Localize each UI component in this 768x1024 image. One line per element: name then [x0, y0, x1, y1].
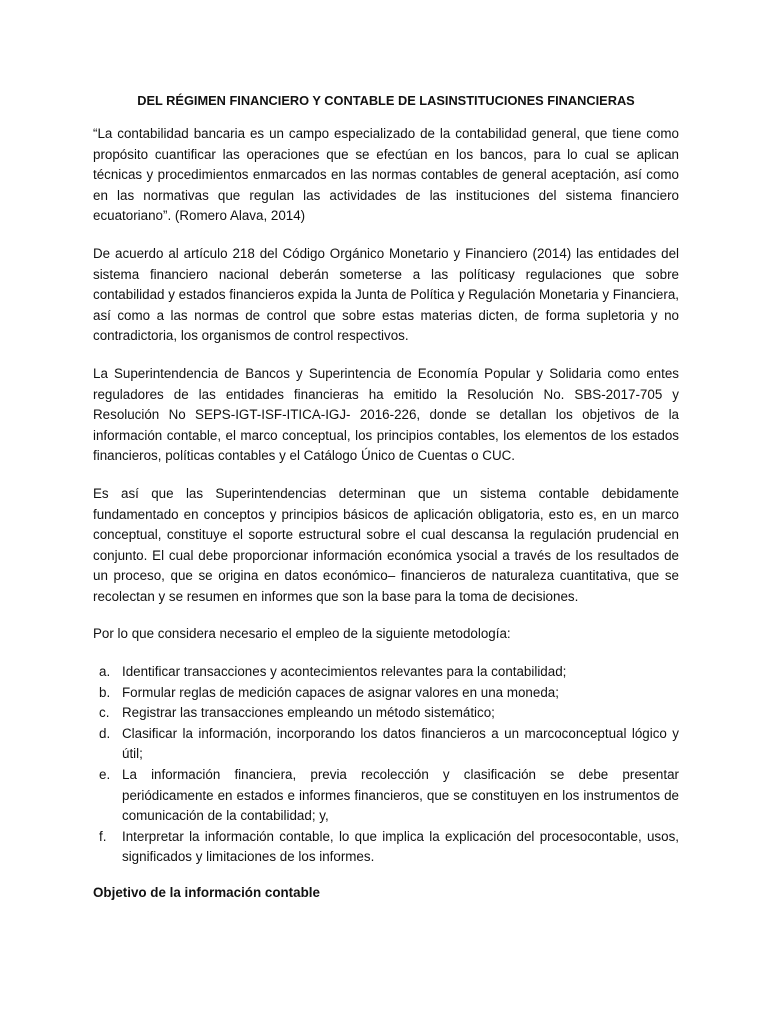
- list-marker: b.: [99, 684, 111, 700]
- list-marker: d.: [99, 725, 111, 741]
- document-body: [93, 91, 679, 904]
- section-heading: Objetivo de la información contable: [93, 885, 320, 900]
- list-item-text: Formular reglas de medición capaces de asignar valores en una moneda;: [122, 684, 559, 700]
- methodology-list: [93, 662, 679, 868]
- list-item: [93, 827, 679, 868]
- paragraph-metodologia-intro: Por lo que considera necesario el empleo de la siguiente metodología:: [93, 626, 511, 642]
- paragraph-superintendencia: La Superintendencia de Bancos y Superintencia de Economía Popular y Solidaria como entes reguladores de las entidades financieras ha emitido la Resolución No. SBS-2017-705 y Resolución No SEPS-IGT-ISF-ITICA-IGJ- 2016-226, donde se detallan los objetivos de la información contable, el marco conceptual, los principios contables, los elementos de los estados financieros, políticas contables y el Catálogo Único de Cuentas o CUC.: [93, 365, 679, 464]
- list-item: [93, 765, 679, 827]
- paragraph-quote: “La contabilidad bancaria es un campo especializado de la contabilidad general, que tiene como propósito cuantificar las operaciones que se efectúan en los bancos, para lo cual se aplican técnicas y procedimientos enmarcados en las normas contables de general aceptación, así como en las normativas que regulan las actividades de las instituciones del sistema financiero ecuatoriano”. (Romero Alava, 2014): [93, 126, 679, 224]
- list-marker: f.: [99, 828, 107, 844]
- paragraph-sistema-contable: Es así que las Superintendencias determinan que un sistema contable debidamente fundamentado en conceptos y principios básicos de aplicación obligatoria, esto es, en un marco conceptual, constituye el soporte estructural sobre el cual descansa la regulación prudencial en conjunto. El cual debe proporcionar información económica ysocial a través de los resultados de un proceso, que se origina en datos económico– financieros de naturaleza cuantitativa, que se recolectan y se resumen en informes que son la base para la toma de decisiones.: [93, 485, 679, 604]
- list-marker: c.: [99, 705, 110, 721]
- paragraph-article-218: De acuerdo al artículo 218 del Código Orgánico Monetario y Financiero (2014) las entidades del sistema financiero nacional deberán someterse a las políticasy regulaciones que sobre contabilidad y estados financieros expida la Junta de Política y Regulación Monetaria y Financiera, así como a las normas de control que sobre estas materias dicten, de forma supletoria y no contradictoria, los organismos de control respectivos.: [93, 245, 679, 344]
- list-item-text: Interpretar la información contable, lo que implica la explicación del procesocontable, usos, significados y limitaciones de los informes.: [122, 828, 679, 865]
- document-title: DEL RÉGIMEN FINANCIERO Y CONTABLE DE LASINSTITUCIONES FINANCIERAS: [137, 93, 635, 108]
- list-item-text: Clasificar la información, incorporando los datos financieros a un marcoconceptual lógico y útil;: [122, 725, 679, 762]
- list-item: [93, 724, 679, 765]
- list-marker: a.: [99, 664, 111, 680]
- list-item-text: Registrar las transacciones empleando un método sistemático;: [122, 705, 495, 721]
- list-marker: e.: [99, 767, 111, 783]
- list-item: [93, 683, 679, 704]
- list-item-text: La información financiera, previa recolección y clasificación se debe presentar periódicamente en estados e informes financieros, que se constituyen en los instrumentos de comunicación de la contabilidad; y,: [122, 767, 679, 824]
- list-item-text: Identificar transacciones y acontecimientos relevantes para la contabilidad;: [122, 664, 567, 680]
- list-item: [93, 703, 679, 724]
- list-item: [93, 662, 679, 683]
